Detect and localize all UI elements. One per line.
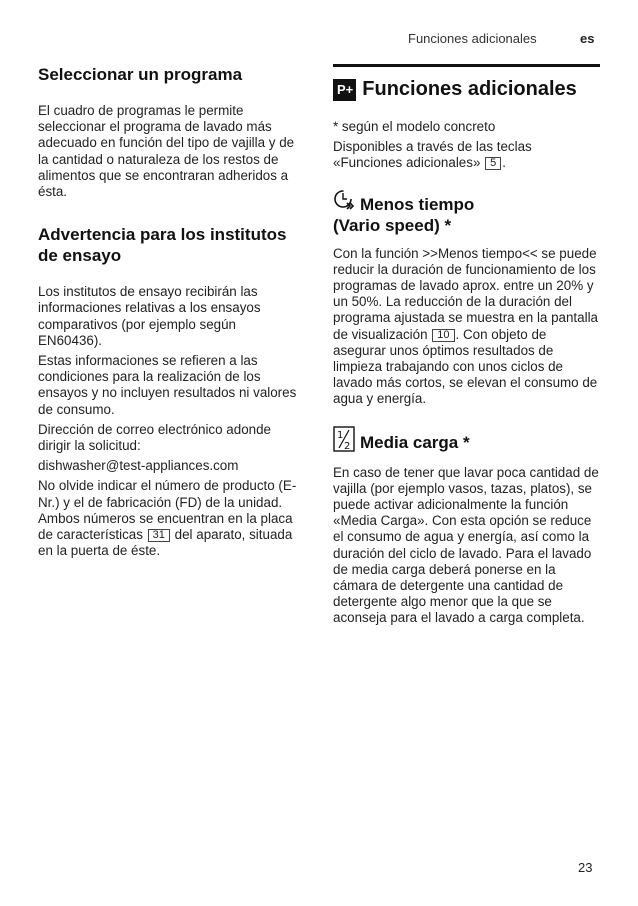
availability-text — [333, 139, 600, 171]
left-column — [38, 64, 303, 559]
availability-text-2: . — [502, 155, 506, 171]
vario-speed-heading — [333, 188, 600, 215]
key-reference-31: 31 — [148, 529, 170, 542]
paragraph-test-institutes-1: Los institutos de ensayo recibirán las informaciones relativas a los ensayos comparativos (por ejemplo según EN60436). — [38, 284, 261, 348]
vario-speed-text-2: . Con objeto de asegurar unos óptimos resultados de limpieza trabajando con unos ciclos de lavado más cortos, se elevan el consumo de agua y energía. — [333, 326, 598, 407]
section-title: Funciones adicionales — [362, 78, 577, 100]
svg-text:1: 1 — [337, 429, 344, 441]
vario-speed-title-2: (Vario speed) * — [333, 215, 452, 235]
half-load-heading — [333, 426, 600, 453]
clock-speed-icon — [333, 188, 355, 212]
paragraph-email-intro: Dirección de correo electrónico adonde dirigir la solicitud: — [38, 421, 271, 454]
heading-test-institutes: Advertencia para los institutos de ensayo — [38, 225, 287, 266]
vario-speed-text-1: Con la función >>Menos tiempo<< se puede reducir la duración de funcionamiento de los programas de lavado aprox. entre un 20% y un 50%. La reducción de la duración del programa ajustada se muestra en la pantalla de visualización — [333, 245, 598, 342]
page-number: 23 — [578, 860, 593, 875]
half-load-title: Media carga * — [360, 432, 470, 452]
paragraph-product-number — [38, 478, 303, 559]
availability-text-1: Disponibles a través de las teclas «Funciones adicionales» — [333, 139, 532, 171]
paragraph-half-load: En caso de tener que lavar poca cantidad de vajilla (por ejemplo vasos, tazas, platos), se puede activar adicionalmente la función «Media Carga». Con esta opción se reduce el consumo de agua y energía, así como la duración del ciclo de lavado. Para el lavado de media carga deberá ponerse en la cámara de detergente una cantidad de detergente algo menor que la que se aconseja para el lavado a carga completa. — [333, 464, 599, 626]
product-number-text-1: No olvide indicar el número de producto (E-Nr.) y el de fabricación (FD) de la unidad. Ambos números se encuentran en la placa de características — [38, 478, 297, 543]
svg-text:2: 2 — [344, 440, 351, 452]
running-header-language: es — [580, 31, 595, 46]
paragraph-vario-speed — [333, 246, 600, 408]
vario-speed-title-1: Menos tiempo — [360, 194, 475, 214]
product-number-text-2: del aparato, situada en la puerta de éste. — [38, 527, 293, 559]
right-column — [333, 64, 600, 627]
paragraph-select-program: El cuadro de programas le permite seleccionar el programa de lavado más adecuado en función del tipo de vajilla y de la cantidad o naturaleza de los restos de alimentos que se encontraran adheridos a ésta. — [38, 103, 295, 200]
p-plus-icon: P+ — [333, 79, 356, 101]
model-note: * según el modelo concreto — [333, 119, 496, 134]
paragraph-test-institutes-2: Estas informaciones se refieren a las condiciones para la realización de los ensayos y no incluyen resultados ni valores de consumo. — [38, 353, 297, 417]
email-address: dishwasher@test-appliances.com — [38, 458, 239, 474]
half-load-icon — [333, 426, 355, 452]
heading-select-program: Seleccionar un programa — [38, 65, 243, 84]
running-header-section: Funciones adicionales — [408, 31, 537, 46]
key-reference-5: 5 — [485, 157, 501, 170]
section-title-bar — [333, 64, 600, 101]
key-reference-10: 10 — [432, 329, 454, 342]
